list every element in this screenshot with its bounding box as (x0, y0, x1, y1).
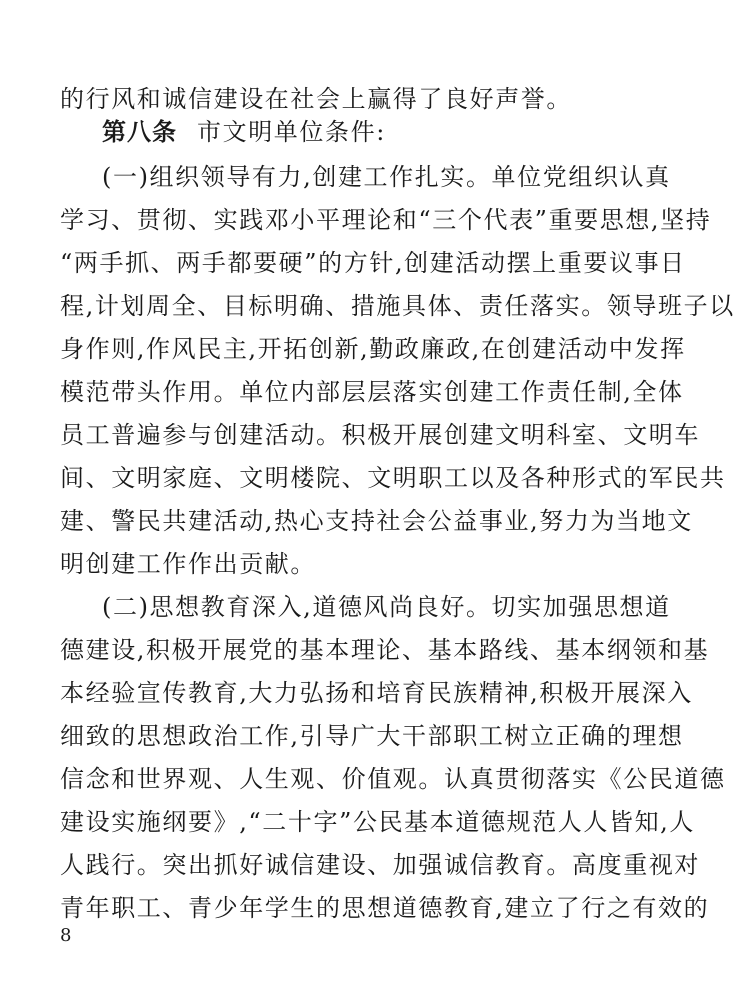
text-line: 的行风和诚信建设在社会上赢得了良好声誉。 (60, 85, 572, 113)
text-line: 青年职工、青少年学生的思想道德教育,建立了行之有效的 (60, 894, 710, 922)
text-line: 信念和世界观、人生观、价值观。认真贯彻落实《公民道德 (60, 765, 726, 793)
text-line: 建设实施纲要》,“二十字”公民基本道德规范人人皆知,人 (60, 808, 695, 836)
text-line: 身作则,作风民主,开拓创新,勤政廉政,在创建活动中发挥 (60, 335, 686, 363)
text-line: 员工普遍参与创建活动。积极开展创建文明科室、文明车 (60, 421, 700, 449)
page-number: 8 (60, 925, 72, 946)
text-line: 间、文明家庭、文明楼院、文明职工以及各种形式的军民共 (60, 464, 726, 492)
text-line: 明创建工作作出贡献。 (60, 550, 316, 578)
text-line: 细致的思想政治工作,引导广大干部职工树立正确的理想 (60, 722, 684, 750)
text-line: 学习、贯彻、实践邓小平理论和“三个代表”重要思想,坚持 (60, 206, 712, 234)
text-line: 建、警民共建活动,热心支持社会公益事业,努力为当地文 (60, 507, 693, 535)
text-line: 程,计划周全、目标明确、措施具体、责任落实。领导班子以 (60, 292, 735, 320)
text-line: 模范带头作用。单位内部层层落实创建工作责任制,全体 (60, 378, 684, 406)
text-line: 本经验宣传教育,大力弘扬和培育民族精神,积极开展深入 (60, 679, 693, 707)
text-line: 德建设,积极开展党的基本理论、基本路线、基本纲领和基 (60, 636, 710, 664)
article-title: 市文明单位条件: (197, 118, 386, 146)
article-heading (102, 117, 386, 147)
text-line: “两手抓、两手都要硬”的方针,创建活动摆上重要议事日 (60, 249, 686, 277)
article-number: 第八条 (102, 118, 177, 146)
text-line: 人践行。突出抓好诚信建设、加强诚信教育。高度重视对 (60, 851, 700, 879)
paragraph-first-line: (一)组织领导有力,创建工作扎实。单位党组织认真 (102, 163, 671, 191)
paragraph-first-line: (二)思想教育深入,道德风尚良好。切实加强思想道 (102, 593, 671, 621)
